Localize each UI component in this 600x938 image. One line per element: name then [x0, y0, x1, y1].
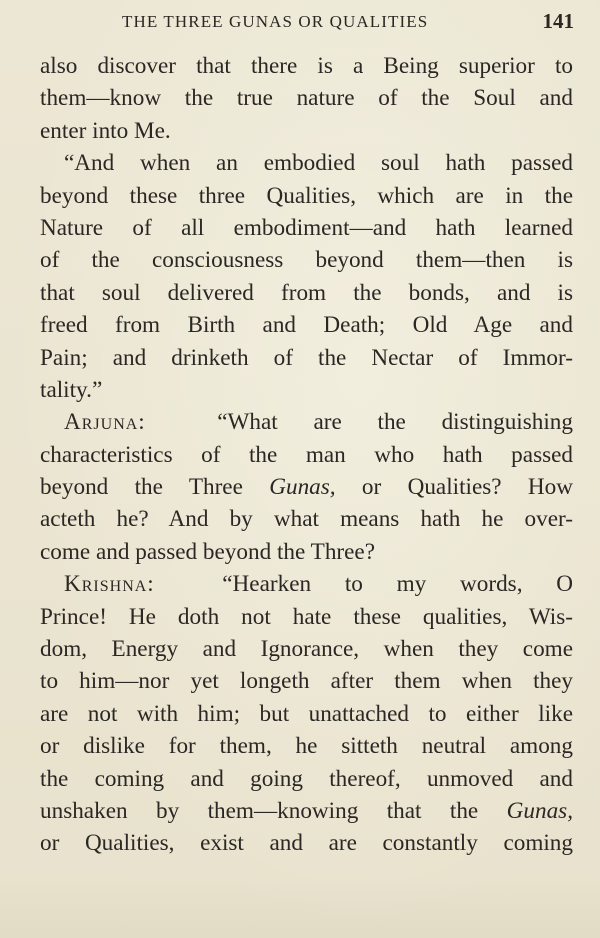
- text-line: them—know the true nature of the Soul and: [40, 85, 573, 112]
- text-line: or Qualities, exist and are constantly coming: [40, 830, 573, 857]
- text-line: characteristics of the man who hath passed: [40, 441, 573, 468]
- running-title: THE THREE GUNAS OR QUALITIES: [122, 12, 429, 31]
- page-number: 141: [542, 9, 574, 33]
- text-segment: or Qualities? How: [335, 474, 573, 501]
- text-line: dom, Energy and Ignorance, when they come: [40, 636, 573, 663]
- text-segment: beyond the Three: [40, 474, 270, 501]
- speaker-name: Krishna:: [64, 571, 155, 598]
- text-line: tality.”: [40, 376, 103, 403]
- text-line: are not with him; but unattached to either like: [40, 700, 573, 727]
- speech-text: “Hearken to my words, O: [222, 571, 573, 598]
- text-line: also discover that there is a Being superior to: [40, 53, 573, 79]
- page-shading: [0, 878, 600, 938]
- text-line: enter into Me.: [40, 117, 171, 144]
- text-line: Nature of all embodiment—and hath learned: [40, 214, 573, 241]
- text-line: come and passed beyond the Three?: [40, 538, 376, 565]
- text-line: or dislike for them, he sitteth neutral among: [40, 733, 573, 760]
- text-line: Pain; and drinketh of the Nectar of Immor-: [40, 344, 573, 371]
- italic-term: Gunas,: [269, 474, 336, 501]
- text-line: that soul delivered from the bonds, and is: [40, 279, 573, 306]
- italic-term: Gunas,: [506, 797, 573, 824]
- text-line: “And when an embodied soul hath passed: [64, 150, 573, 177]
- text-line: [40, 406, 573, 438]
- body-text: [40, 50, 573, 860]
- text-line: beyond these three Qualities, which are in the: [40, 182, 573, 209]
- text-line: to him—nor yet longeth after them when they: [40, 668, 573, 695]
- text-line: [40, 471, 573, 503]
- text-line: [40, 568, 573, 600]
- text-line: of the consciousness beyond them—then is: [40, 247, 573, 274]
- text-line: [40, 795, 573, 827]
- page-header: [122, 7, 574, 35]
- text-line: freed from Birth and Death; Old Age and: [40, 312, 573, 339]
- text-segment: unshaken by them—knowing that the: [40, 797, 507, 824]
- text-line: Prince! He doth not hate these qualities, Wis-: [40, 603, 573, 630]
- text-line: acteth he? And by what means hath he over-: [40, 506, 573, 533]
- speech-text: “What are the distinguishing: [217, 409, 573, 436]
- speaker-name: Arjuna:: [64, 409, 146, 436]
- text-line: the coming and going thereof, unmoved and: [40, 765, 573, 792]
